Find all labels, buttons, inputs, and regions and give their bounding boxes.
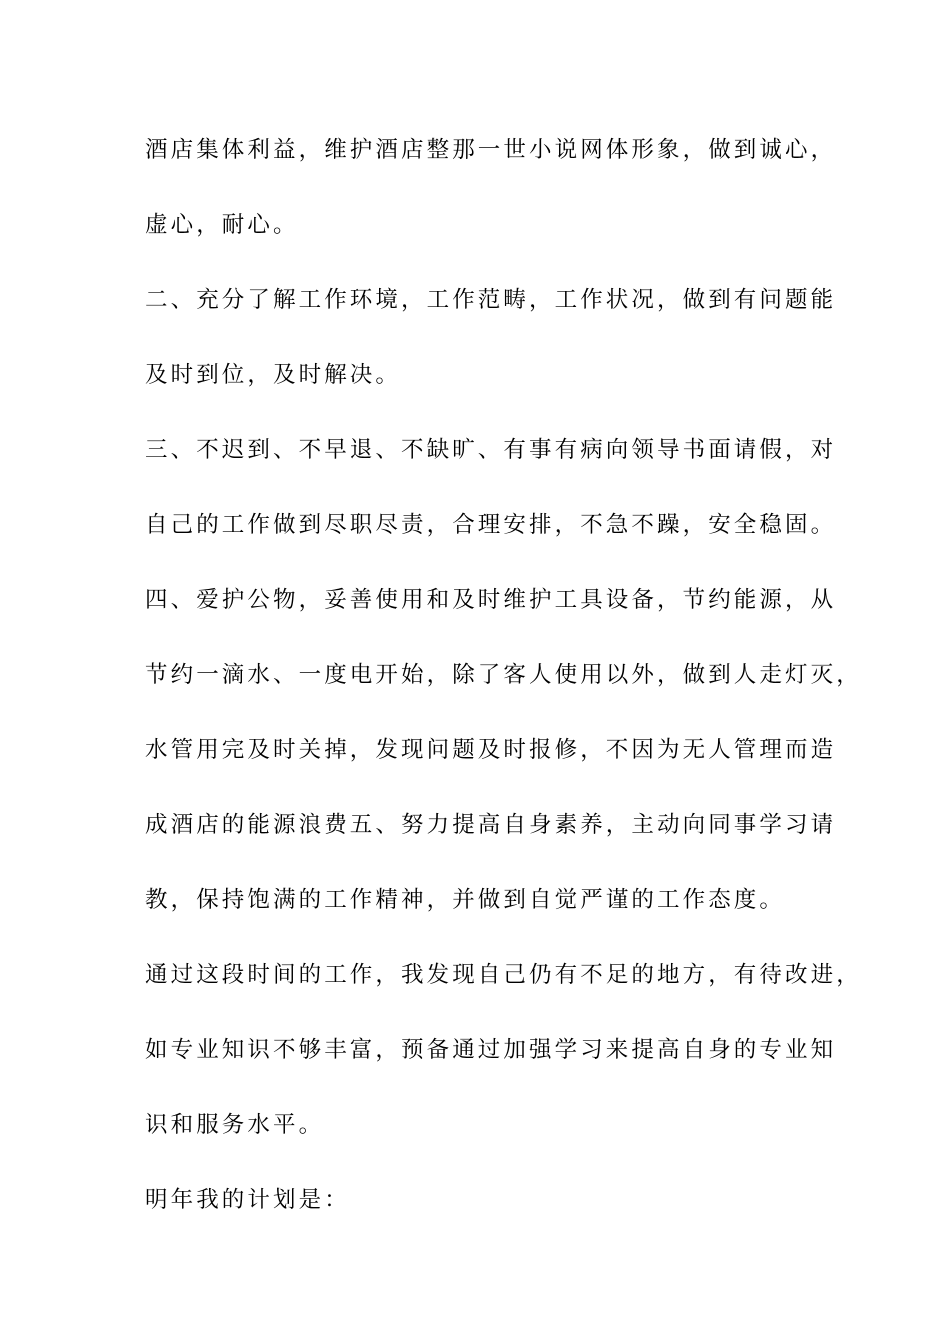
text-line: 成酒店的能源浪费五、努力提高自身素养，主动向同事学习请: [145, 812, 837, 838]
text-line: 三、不迟到、不早退、不缺旷、有事有病向领导书面请假，对: [145, 437, 837, 463]
text-line: 如专业知识不够丰富，预备通过加强学习来提高自身的专业知: [145, 1037, 837, 1063]
text-line: 四、爱护公物，妥善使用和及时维护工具设备，节约能源，从: [145, 587, 837, 613]
text-line: 二、充分了解工作环境，工作范畴，工作状况，做到有问题能: [145, 287, 837, 313]
text-line: 水管用完及时关掉，发现问题及时报修，不因为无人管理而造: [145, 737, 837, 763]
text-line: 及时到位，及时解决。: [145, 362, 402, 388]
text-line: 明年我的计划是：: [145, 1187, 350, 1213]
text-line: 教，保持饱满的工作精神，并做到自觉严谨的工作态度。: [145, 887, 786, 913]
text-line: 自己的工作做到尽职尽责，合理安排，不急不躁，安全稳固。: [145, 512, 837, 538]
text-line: 酒店集体利益，维护酒店整那一世小说网体形象，做到诚心，: [145, 137, 837, 163]
text-line: 通过这段时间的工作，我发现自己仍有不足的地方，有待改进，: [145, 962, 862, 988]
text-line: 节约一滴水、一度电开始，除了客人使用以外，做到人走灯灭，: [145, 662, 862, 688]
text-line: 识和服务水平。: [145, 1112, 325, 1138]
text-line: 虚心，耐心。: [145, 212, 299, 238]
